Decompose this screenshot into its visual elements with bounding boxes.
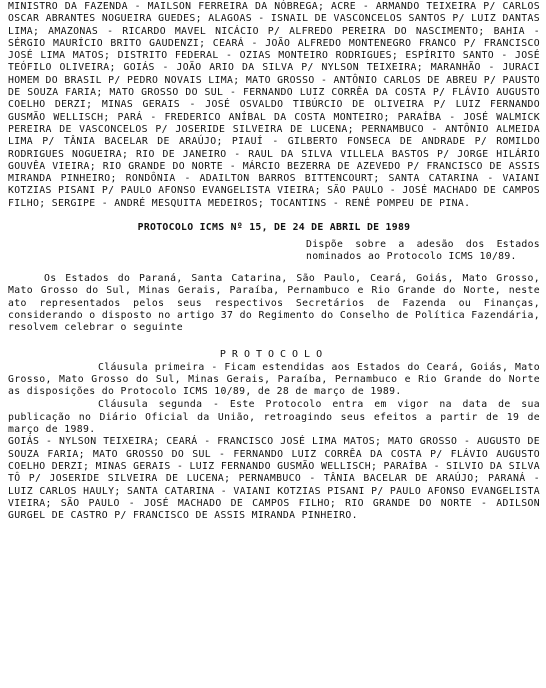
section-heading: PROTOCOLO bbox=[219, 348, 329, 360]
protocol-ementa: Dispõe sobre a adesão dos Estados nominados ao Protocolo ICMS 10/89. bbox=[306, 239, 540, 263]
signatories-text: MINISTRO DA FAZENDA - MAILSON FERREIRA DA NÓBREGA; ACRE - ARMANDO TEIXEIRA P/ CARLOS OSCAR ABRANTES NOGUEIRA GUEDES; ALAGOAS - ISNAIL DE VASCONCELOS SANTOS P/ LUIZ DANTAS LIMA; AMAZONAS - RICARDO MAVEL NICÁCIO P/ ALFREDO PEREIRA DO NASCIMENTO; BAHIA - SÉRGIO MAURÍCIO BRITO GAUDENZI; CEARÁ - JOÃO ALFREDO MONTENEGRO FRANCO P/ FRANCISCO JOSÉ LIMA MATOS; DISTRITO FEDERAL - OZIAS MONTEIRO RODRIGUES; ESPÍRITO SANTO - JOSÉ TEÓFILO OLIVEIRA; GOIÁS - JOÃO ARIO DA SILVA P/ NYLSON TEIXEIRA; MARANHÃO - JURACI HOMEM DO BRASIL P/ PEDRO NOVAIS LIMA; MATO GROSSO - ANTÔNIO CARLOS DE ABREU P/ PAUSTO DE SOUZA FARIA; MATO GROSSO DO SUL - FERNANDO LUIZ CORRÊA DA COSTA P/ FLÁVIO AUGUSTO COELHO DERZI; MINAS GERAIS - JOSÉ OSVALDO TIBÚRCIO DE OLIVEIRA P/ LUIZ FERNANDO GUSMÃO WELLISCH; PARÁ - FREDERICO ANÍBAL DA COSTA MONTEIRO; PARAÍBA - JOSÉ WALMICK PEREIRA DE VASCONCELOS P/ JOSERIDE SILVEIRA DE LUCENA; PERNAMBUCO - ANTÔNIO ALMEIDA LIMA P/ TÂNIA BACELAR DE ARAÚJO; PIAUÍ - GILBERTO FONSECA DE ANDRADE P/ ROMILDO RODRIGUES NOGUEIRA; RIO DE JANEIRO - RAUL DA SILVA VILLELA BASTOS P/ JORGE HILÁRIO GOUVÊA VIEIRA; RIO GRANDE DO NORTE - MÁRCIO BEZERRA DE AZEVEDO P/ FRANCISCO DE ASSIS MIRANDA PINHEIRO; RONDÔNIA - ADAILTON BARROS BITTENCOURT; SANTA CATARINA - VAIANI KOTZIAS PISANI P/ PAULO AFONSO EVANGELISTA VIEIRA; SÃO PAULO - JOSÉ MACHADO DE CAMPOS FILHO; SERGIPE - ANDRÉ MESQUITA MEDEIROS; TOCANTINS - RENÉ POMPEU DE PINA. bbox=[8, 1, 540, 209]
protocol-title: PROTOCOLO ICMS Nº 15, DE 24 DE ABRIL DE 1989 bbox=[137, 222, 411, 234]
protocol-preamble: Os Estados do Paraná, Santa Catarina, São Paulo, Ceará, Goiás, Mato Grosso, Mato Grosso do Sul, Minas Gerais, Paraíba, Pernambuco e Rio Grande do Norte, neste ato representados pelos seus respectivos Secretários de Fazenda ou Finanças, considerando o disposto no artigo 37 do Regimento do Conselho de Política Fazendária, resolvem celebrar o seguinte bbox=[8, 273, 540, 334]
signatories-list bbox=[8, 1, 540, 210]
clause-first: Cláusula primeira - Ficam estendidas aos Estados do Ceará, Goiás, Mato Grosso, Mato Grosso do Sul, Minas Gerais, Paraíba, Pernambuco e Rio Grande do Norte as disposições do Protocolo ICMS 10/89, de 28 de março de 1989. bbox=[8, 361, 540, 398]
protocol-signers: GOIÁS - NYLSON TEIXEIRA; CEARÁ - FRANCISCO JOSÉ LIMA MATOS; MATO GROSSO - AUGUSTO DE SOUZA FARIA; MATO GROSSO DO SUL - FERNANDO LUIZ CORRÊA DA COSTA P/ FLÁVIO AUGUSTO COELHO DERZI; MINAS GERAIS - LUIZ FERNANDO GUSMÃO WELLISCH; PARAÍBA - SILVIO DA SILVA TÔ P/ JOSERIDE SILVEIRA DE LUCENA; PERNAMBUCO - TÂNIA BACELAR DE ARAÚJO; PARANÁ - LUIZ CARLOS HAULY; SANTA CATARINA - VAIANI KOTZIAS PISANI P/ PAULO AFONSO EVANGELISTA VIEIRA; SÃO PAULO - JOSÉ MACHADO DE CAMPOS FILHO; RIO GRANDE DO NORTE - ADILSON GURGEL DE CASTRO P/ FRANCISCO DE ASSIS MIRANDA PINHEIRO. bbox=[8, 436, 540, 522]
clause-second: Cláusula segunda - Este Protocolo entra em vigor na data de sua publicação no Diário Oficial da União, retroagindo seus efeitos a partir de 19 de março de 1989. bbox=[8, 399, 540, 436]
